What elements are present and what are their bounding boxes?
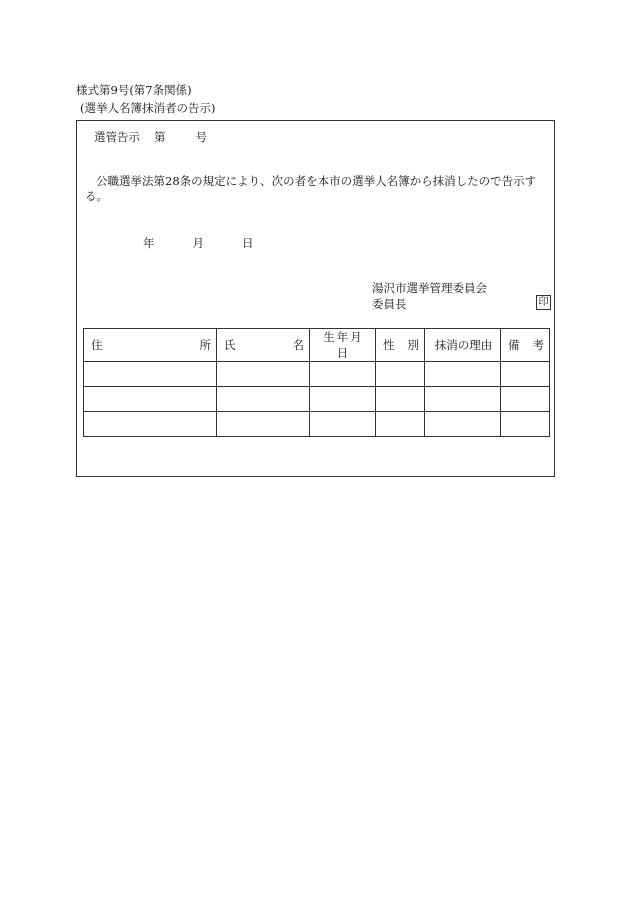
table-cell (425, 412, 501, 437)
date-month: 月 (192, 236, 204, 250)
date-year: 年 (143, 236, 155, 250)
table-cell (376, 412, 425, 437)
table-cell (501, 412, 550, 437)
form-subtitle: (選挙人名簿抹消者の告示) (80, 101, 216, 115)
table-cell (84, 387, 217, 412)
table-cell (376, 387, 425, 412)
table-cell (217, 362, 310, 387)
table-row (84, 387, 550, 412)
notice-number-go: 号 (195, 130, 207, 144)
notice-number-dai: 第 (154, 130, 166, 144)
table-cell (501, 362, 550, 387)
committee-name: 湯沢市選挙管理委員会 (372, 281, 487, 295)
table-cell (310, 412, 376, 437)
date-line (143, 236, 254, 250)
table-cell (310, 362, 376, 387)
seal-mark: 印 (536, 295, 551, 310)
column-header-address: 住 所 (84, 329, 217, 362)
notice-frame (76, 120, 555, 477)
form-label: 様式第9号(第7条関係) (76, 83, 192, 97)
column-header-remarks: 備 考 (501, 329, 550, 362)
table-cell (310, 387, 376, 412)
table-cell (425, 362, 501, 387)
table-row (84, 362, 550, 387)
table-row (84, 412, 550, 437)
column-header-sex: 性 別 (376, 329, 425, 362)
column-header-name: 氏 名 (217, 329, 310, 362)
notice-number-prefix: 選管告示 (94, 130, 140, 144)
column-header-reason: 抹消の理由 (425, 329, 501, 362)
table-cell (84, 362, 217, 387)
table-cell (217, 387, 310, 412)
table-cell (84, 412, 217, 437)
notice-number (94, 130, 207, 144)
table-header-row (84, 329, 550, 362)
table-cell (376, 362, 425, 387)
table-cell (425, 387, 501, 412)
notice-body: 公職選挙法第28条の規定により、次の者を本市の選挙人名簿から抹消したので告示する。 (85, 174, 537, 203)
date-day: 日 (242, 236, 254, 250)
column-header-birthdate: 生年月日 (310, 329, 376, 362)
table-cell (501, 387, 550, 412)
table-cell (217, 412, 310, 437)
register-table (83, 328, 550, 437)
chair-title: 委員長 (372, 297, 407, 311)
